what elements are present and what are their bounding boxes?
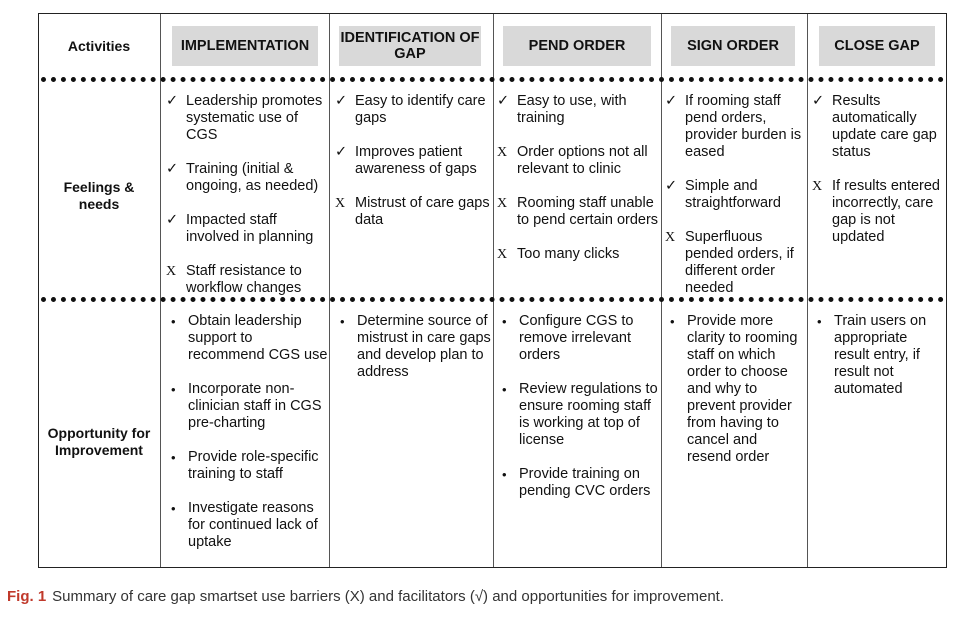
x-mark-icon: X	[812, 179, 823, 194]
opportunity-item: • Obtain leadership support to recommend CGS use	[171, 313, 328, 363]
column-divider	[493, 14, 494, 567]
column-divider	[160, 14, 161, 567]
feelings-cell-identification	[335, 93, 493, 229]
feeling-item: ✓ Easy to use, with training	[497, 93, 627, 126]
feelings-cell-implementation	[166, 93, 328, 297]
bullet-icon: •	[502, 314, 507, 329]
feeling-item: ✓ If rooming staff pend orders, provider burden is eased	[665, 93, 802, 160]
caption-text: Summary of care gap smartset use barriers (X) and facilitators (√) and opportunities for improvement.	[52, 588, 725, 605]
feeling-item: ✓ Impacted staff involved in planning	[166, 212, 314, 245]
header-implementation: IMPLEMENTATION	[172, 26, 318, 66]
check-icon: ✓	[497, 93, 510, 109]
feeling-item: ✓ Easy to identify care gaps	[335, 93, 486, 126]
header-identification-of-gap: IDENTIFICATION OF GAP	[339, 26, 481, 66]
feeling-item: X Mistrust of care gaps data	[335, 195, 490, 228]
opportunity-item: • Provide role-specific training to staff	[171, 449, 319, 482]
bullet-icon: •	[171, 382, 176, 397]
feeling-item: X Too many clicks	[497, 246, 620, 262]
header-pend-order: PEND ORDER	[503, 26, 651, 66]
opportunity-item: • Investigate reasons for continued lack of uptake	[171, 500, 318, 550]
bullet-icon: •	[502, 467, 507, 482]
feeling-item: ✓ Results automatically update care gap status	[812, 93, 937, 160]
opportunity-item: • Provide training on pending CVC orders	[502, 466, 651, 499]
row-label-activities: Activities	[67, 38, 131, 54]
x-mark-icon: X	[335, 196, 346, 211]
opportunity-item: • Determine source of mistrust in care gaps and develop plan to address	[340, 313, 491, 380]
figure-caption	[7, 588, 724, 605]
opportunity-item: • Review regulations to ensure rooming staff is working at top of license	[502, 381, 658, 448]
header-close-gap: CLOSE GAP	[819, 26, 935, 66]
row-separator	[41, 77, 944, 82]
column-divider	[661, 14, 662, 567]
check-icon: ✓	[665, 93, 678, 109]
x-mark-icon: X	[497, 196, 508, 211]
column-divider	[329, 14, 330, 567]
summary-table	[38, 13, 947, 568]
feeling-item: X Order options not all relevant to clinic	[497, 144, 648, 177]
x-mark-icon: X	[665, 230, 676, 245]
bullet-icon: •	[171, 314, 176, 329]
feelings-cell-pend-order	[497, 93, 661, 263]
opportunity-item: • Incorporate non-clinician staff in CGS pre-charting	[171, 381, 322, 431]
check-icon: ✓	[335, 93, 348, 109]
row-separator	[41, 297, 944, 302]
opportunity-cell-implementation	[166, 313, 328, 551]
bullet-icon: •	[670, 314, 675, 329]
x-mark-icon: X	[166, 264, 177, 279]
row-label-feelings: Feelings & needs	[63, 179, 135, 212]
row-label-opportunity: Opportunity for Improvement	[47, 425, 151, 458]
bullet-icon: •	[817, 314, 822, 329]
feeling-item: X Staff resistance to workflow changes	[166, 263, 302, 296]
check-icon: ✓	[166, 212, 179, 228]
feeling-item: ✓ Simple and straightforward	[665, 178, 781, 211]
feeling-item: X If results entered incorrectly, care gap is not updated	[812, 178, 940, 245]
opportunity-item: • Train users on appropriate result entry, if result not automated	[817, 313, 927, 397]
feelings-cell-close-gap	[812, 93, 948, 246]
column-divider	[807, 14, 808, 567]
bullet-icon: •	[171, 450, 176, 465]
check-icon: ✓	[812, 93, 825, 109]
figure-label: Fig. 1	[7, 588, 47, 605]
check-icon: ✓	[665, 178, 678, 194]
check-icon: ✓	[166, 161, 179, 177]
feeling-item: ✓ Leadership promotes systematic use of CGS	[166, 93, 323, 143]
feeling-item: ✓ Training (initial & ongoing, as needed)	[166, 161, 319, 194]
header-sign-order: SIGN ORDER	[671, 26, 795, 66]
opportunity-cell-pend-order	[497, 313, 661, 500]
bullet-icon: •	[502, 382, 507, 397]
opportunity-cell-close-gap	[812, 313, 946, 398]
opportunity-cell-identification	[335, 313, 493, 381]
opportunity-cell-sign-order	[665, 313, 805, 466]
opportunity-item: • Configure CGS to remove irrelevant orders	[502, 313, 634, 363]
opportunity-item: • Provide more clarity to rooming staff on which order to choose and why to prevent provider from having to cancel and resend order	[670, 313, 798, 465]
x-mark-icon: X	[497, 145, 508, 160]
feeling-item: X Rooming staff unable to pend certain orders	[497, 195, 659, 228]
bullet-icon: •	[171, 501, 176, 516]
feelings-cell-sign-order	[665, 93, 805, 297]
x-mark-icon: X	[497, 247, 508, 262]
feeling-item: X Superfluous pended orders, if different order needed	[665, 229, 794, 296]
bullet-icon: •	[340, 314, 345, 329]
check-icon: ✓	[166, 93, 179, 109]
feeling-item: ✓ Improves patient awareness of gaps	[335, 144, 477, 177]
check-icon: ✓	[335, 144, 348, 160]
